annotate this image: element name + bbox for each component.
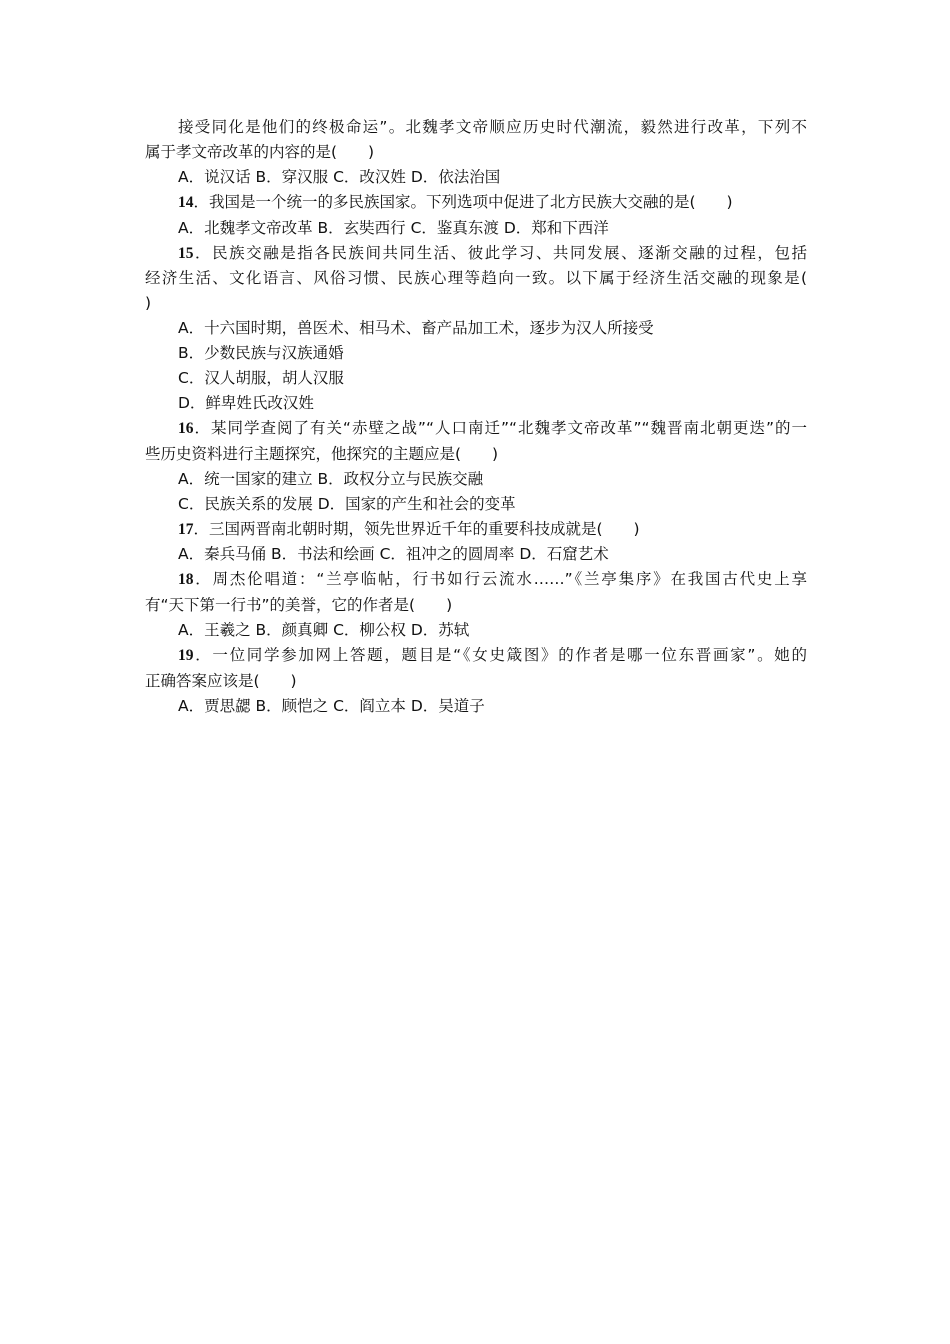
question-text-line: 些历史资料进行主题探究，他探究的主题应是( ) [145, 444, 499, 463]
question-number: 16 [178, 419, 194, 437]
document-page [145, 115, 807, 719]
question-text-line: ) [145, 294, 152, 313]
question-text-line: 正确答案应该是( ) [145, 671, 297, 690]
question-15 [145, 241, 807, 416]
question-17 [145, 517, 807, 568]
question-number: 19 [178, 647, 194, 665]
question-text: ．三国两晋南北朝时期，领先世界近千年的重要科技成就是( ) [193, 519, 640, 538]
question-text-line [145, 567, 807, 593]
question-text: ．一位同学参加网上答题，题目是“《女史箴图》的作者是哪一位东晋画家”。她的 [193, 646, 807, 665]
question-text: ．我国是一个统一的多民族国家。下列选项中促进了北方民族大交融的是( ) [193, 192, 733, 211]
question-text-line [145, 190, 807, 216]
question-number: 18 [178, 571, 194, 589]
question-text-line: 接受同化是他们的终极命运”。北魏孝文帝顺应历史时代潮流，毅然进行改革，下列不 [178, 118, 807, 136]
question-text-line: 经济生活、文化语言、风俗习惯、民族心理等趋向一致。以下属于经济生活交融的现象是( [145, 269, 807, 288]
answer-option-c: C．汉人胡服，胡人汉服 [178, 369, 344, 388]
answer-options: A．北魏孝文帝改革 B．玄奘西行 C．鉴真东渡 D．郑和下西洋 [178, 218, 609, 237]
question-text: ．民族交融是指各民族间共同生活、彼此学习、共同发展、逐渐交融的过程，包括 [193, 243, 807, 262]
answer-options: C．民族关系的发展 D．国家的产生和社会的变革 [178, 494, 516, 513]
question-number: 14 [178, 193, 194, 211]
question-text-line: 有“天下第一行书”的美誉，它的作者是( ) [145, 596, 453, 615]
answer-options: A．贾思勰 B．顾恺之 C．阎立本 D．吴道子 [178, 696, 485, 715]
question-14 [145, 190, 807, 241]
answer-options: A．秦兵马俑 B．书法和绘画 C．祖冲之的圆周率 D．石窟艺术 [178, 545, 609, 564]
question-text-line: 属于孝文帝改革的内容的是( ) [145, 142, 375, 161]
answer-options: A．王羲之 B．颜真卿 C．柳公权 D．苏轼 [178, 621, 470, 640]
question-text-line [145, 241, 807, 267]
question-text: ．周杰伦唱道：“兰亭临帖，行书如行云流水……”《兰亭集序》在我国古代史上享 [193, 570, 807, 589]
question-13-continued [145, 115, 807, 190]
question-text-line [145, 643, 807, 669]
question-19 [145, 643, 807, 719]
answer-option-a: A．十六国时期，兽医术、相马术、畜产品加工术，逐步为汉人所接受 [178, 319, 654, 338]
question-text: ．某同学查阅了有关“赤壁之战”“人口南迁”“北魏孝文帝改革”“魏晋南北朝更迭”的一 [193, 418, 807, 437]
answer-options: A．说汉话 B．穿汉服 C．改汉姓 D．依法治国 [178, 167, 501, 186]
question-18 [145, 567, 807, 643]
question-text-line [145, 416, 807, 442]
question-16 [145, 416, 807, 517]
answer-option-d: D．鲜卑姓氏改汉姓 [178, 393, 314, 412]
question-text-line [145, 517, 807, 543]
question-number: 17 [178, 520, 194, 538]
question-number: 15 [178, 244, 194, 262]
answer-option-b: B．少数民族与汉族通婚 [178, 344, 344, 363]
answer-options: A．统一国家的建立 B．政权分立与民族交融 [178, 469, 484, 488]
